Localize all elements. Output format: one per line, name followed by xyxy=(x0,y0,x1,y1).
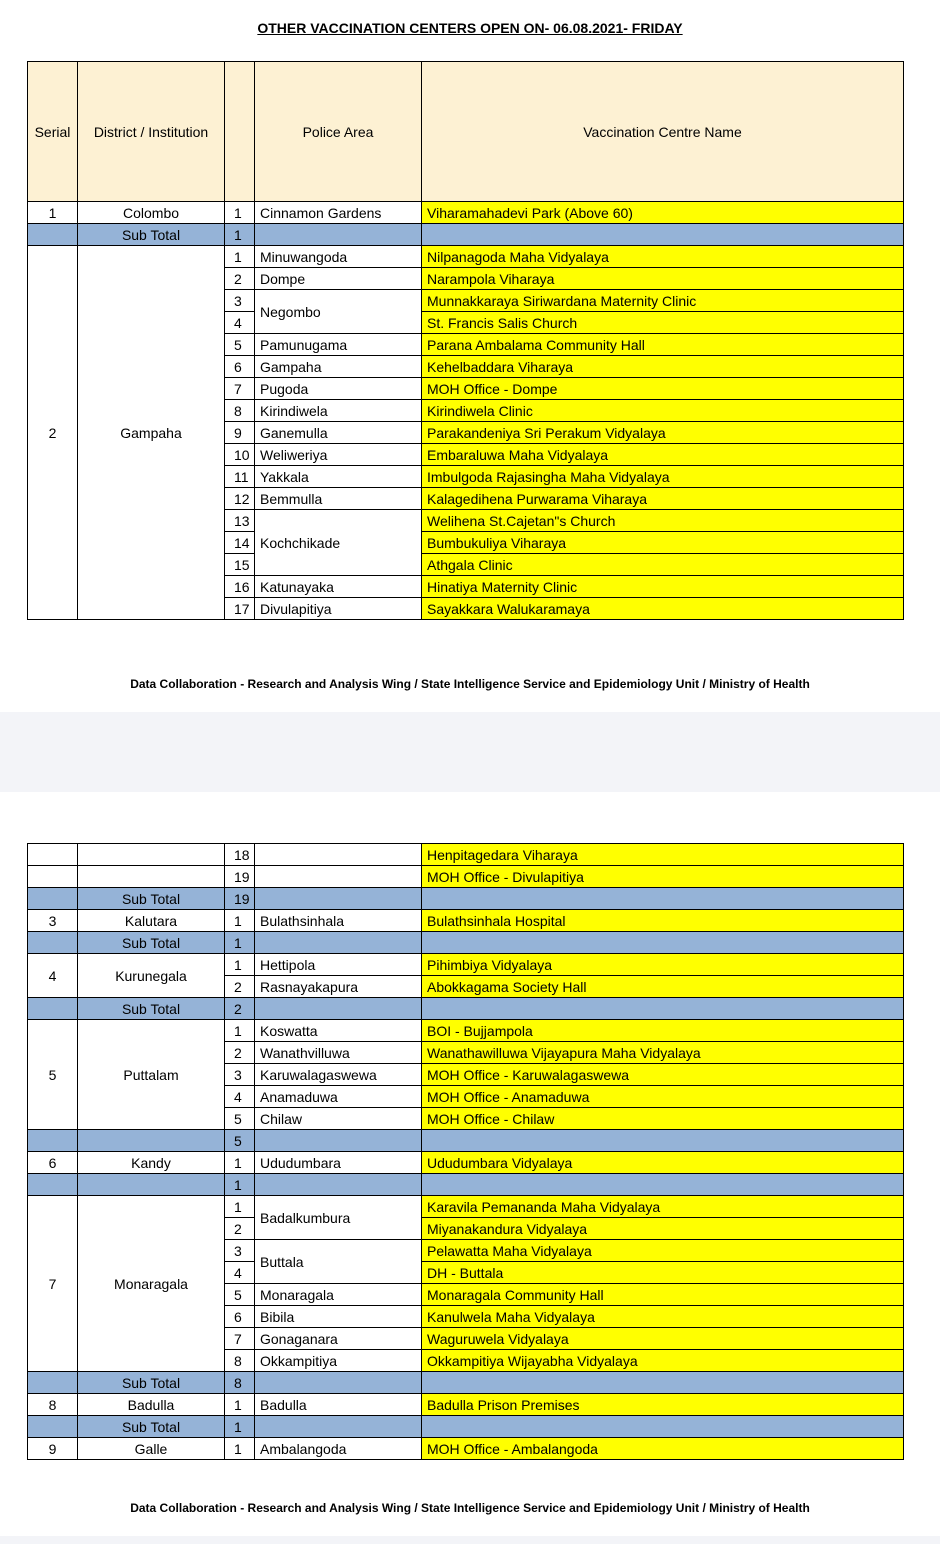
centre-name-cell: Hinatiya Maternity Clinic xyxy=(422,576,904,598)
centre-name-cell: Okkampitiya Wijayabha Vidyalaya xyxy=(422,1350,904,1372)
table-row xyxy=(28,910,904,932)
number-cell: 11 xyxy=(225,466,255,488)
district-cell: Kalutara xyxy=(78,910,225,932)
centre-name-cell: MOH Office - Dompe xyxy=(422,378,904,400)
centre-name-cell: Ududumbara Vidyalaya xyxy=(422,1152,904,1174)
number-cell: 14 xyxy=(225,532,255,554)
centre-name-cell: Kanulwela Maha Vidyalaya xyxy=(422,1306,904,1328)
number-cell: 9 xyxy=(225,422,255,444)
centre-name-cell: Pelawatta Maha Vidyalaya xyxy=(422,1240,904,1262)
police-area-cell: Divulapitiya xyxy=(255,598,422,620)
police-area-cell: Pugoda xyxy=(255,378,422,400)
district-cell: Badulla xyxy=(78,1394,225,1416)
number-cell: 5 xyxy=(225,1108,255,1130)
number-cell: 16 xyxy=(225,576,255,598)
subtotal-value: 1 xyxy=(225,224,255,246)
subtotal-value: 19 xyxy=(225,888,255,910)
number-cell: 4 xyxy=(225,1086,255,1108)
number-cell: 3 xyxy=(225,290,255,312)
district-cell: Gampaha xyxy=(78,246,225,620)
centre-name-cell: DH - Buttala xyxy=(422,1262,904,1284)
police-area-cell: Anamaduwa xyxy=(255,1086,422,1108)
header-centre-name: Vaccination Centre Name xyxy=(422,62,904,202)
police-area-cell: Rasnayakapura xyxy=(255,976,422,998)
centre-name-cell: Sayakkara Walukaramaya xyxy=(422,598,904,620)
subtotal-label: Sub Total xyxy=(78,888,225,910)
subtotal-value: 1 xyxy=(225,1416,255,1438)
table-row xyxy=(28,866,904,888)
header-number xyxy=(225,62,255,202)
police-area-cell: Bibila xyxy=(255,1306,422,1328)
centre-name-cell: Henpitagedara Viharaya xyxy=(422,844,904,866)
subtotal-value: 1 xyxy=(225,932,255,954)
centre-name-cell: Parana Ambalama Community Hall xyxy=(422,334,904,356)
centre-name-cell: Welihena St.Cajetan"s Church xyxy=(422,510,904,532)
number-cell: 2 xyxy=(225,1218,255,1240)
police-area-cell: Dompe xyxy=(255,268,422,290)
police-area-cell: Kochchikade xyxy=(255,510,422,576)
number-cell: 19 xyxy=(225,866,255,888)
centre-name-cell: MOH Office - Ambalangoda xyxy=(422,1438,904,1460)
subtotal-row xyxy=(28,888,904,910)
table-row xyxy=(28,1152,904,1174)
district-cell: Monaragala xyxy=(78,1196,225,1372)
police-area-cell: Chilaw xyxy=(255,1108,422,1130)
header-police-area: Police Area xyxy=(255,62,422,202)
centre-name-cell: Parakandeniya Sri Perakum Vidyalaya xyxy=(422,422,904,444)
centre-name-cell: Bulathsinhala Hospital xyxy=(422,910,904,932)
police-area-cell: Wanathvilluwa xyxy=(255,1042,422,1064)
subtotal-row xyxy=(28,932,904,954)
centre-name-cell: Monaragala Community Hall xyxy=(422,1284,904,1306)
centre-name-cell: Wanathawilluwa Vijayapura Maha Vidyalaya xyxy=(422,1042,904,1064)
number-cell: 3 xyxy=(225,1240,255,1262)
number-cell: 1 xyxy=(225,954,255,976)
subtotal-label: Sub Total xyxy=(78,932,225,954)
vaccination-table-page-2 xyxy=(27,843,904,1460)
centre-name-cell: Pihimbiya Vidyalaya xyxy=(422,954,904,976)
table-row xyxy=(28,1020,904,1042)
subtotal-row xyxy=(28,998,904,1020)
police-area-cell: Kirindiwela xyxy=(255,400,422,422)
serial-cell: 1 xyxy=(28,202,78,224)
centre-name-cell: Karavila Pemananda Maha Vidyalaya xyxy=(422,1196,904,1218)
number-cell: 1 xyxy=(225,202,255,224)
centre-name-cell: Kehelbaddara Viharaya xyxy=(422,356,904,378)
police-area-cell: Karuwalagaswewa xyxy=(255,1064,422,1086)
serial-cell: 9 xyxy=(28,1438,78,1460)
district-cell: Colombo xyxy=(78,202,225,224)
police-area-cell: Bemmulla xyxy=(255,488,422,510)
centre-name-cell: Munnakkaraya Siriwardana Maternity Clinic xyxy=(422,290,904,312)
number-cell: 18 xyxy=(225,844,255,866)
subtotal-value: 8 xyxy=(225,1372,255,1394)
police-area-cell: Minuwangoda xyxy=(255,246,422,268)
police-area-cell: Bulathsinhala xyxy=(255,910,422,932)
police-area-cell: Yakkala xyxy=(255,466,422,488)
table-row xyxy=(28,844,904,866)
subtotal-label: Sub Total xyxy=(78,1372,225,1394)
police-area-cell: Monaragala xyxy=(255,1284,422,1306)
number-cell: 2 xyxy=(225,1042,255,1064)
document-title: OTHER VACCINATION CENTERS OPEN ON- 06.08.2021- FRIDAY xyxy=(257,20,683,36)
police-area-cell: Koswatta xyxy=(255,1020,422,1042)
page-1 xyxy=(0,0,940,712)
district-cell: Puttalam xyxy=(78,1020,225,1130)
centre-name-cell: Kirindiwela Clinic xyxy=(422,400,904,422)
centre-name-cell: Viharamahadevi Park (Above 60) xyxy=(422,202,904,224)
subtotal-label: Sub Total xyxy=(78,224,225,246)
serial-cell: 5 xyxy=(28,1020,78,1130)
police-area-cell: Cinnamon Gardens xyxy=(255,202,422,224)
police-area-cell: Ududumbara xyxy=(255,1152,422,1174)
centre-name-cell: Narampola Viharaya xyxy=(422,268,904,290)
number-cell: 3 xyxy=(225,1064,255,1086)
serial-cell: 6 xyxy=(28,1152,78,1174)
page-gap xyxy=(0,712,940,792)
centre-name-cell: MOH Office - Anamaduwa xyxy=(422,1086,904,1108)
header-serial: Serial xyxy=(28,62,78,202)
centre-name-cell: Badulla Prison Premises xyxy=(422,1394,904,1416)
table-header-row xyxy=(28,62,904,202)
police-area-cell: Weliweriya xyxy=(255,444,422,466)
table-row xyxy=(28,1438,904,1460)
number-cell: 7 xyxy=(225,1328,255,1350)
centre-name-cell: BOI - Bujjampola xyxy=(422,1020,904,1042)
table-row xyxy=(28,202,904,224)
police-area-cell: Gampaha xyxy=(255,356,422,378)
number-cell: 15 xyxy=(225,554,255,576)
centre-name-cell: MOH Office - Chilaw xyxy=(422,1108,904,1130)
page-footer: Data Collaboration - Research and Analysis Wing / State Intelligence Service and Epidemiology Unit / Ministry of Health xyxy=(130,1501,810,1515)
subtotal-row xyxy=(28,1130,904,1152)
serial-cell: 7 xyxy=(28,1196,78,1372)
serial-cell: 4 xyxy=(28,954,78,998)
centre-name-cell: Bumbukuliya Viharaya xyxy=(422,532,904,554)
vaccination-table-page-1 xyxy=(27,61,904,620)
police-area-cell: Badalkumbura xyxy=(255,1196,422,1240)
centre-name-cell: St. Francis Salis Church xyxy=(422,312,904,334)
centre-name-cell: Nilpanagoda Maha Vidyalaya xyxy=(422,246,904,268)
centre-name-cell: Abokkagama Society Hall xyxy=(422,976,904,998)
centre-name-cell: Embaraluwa Maha Vidyalaya xyxy=(422,444,904,466)
police-area-cell: Ambalangoda xyxy=(255,1438,422,1460)
centre-name-cell: MOH Office - Divulapitiya xyxy=(422,866,904,888)
number-cell: 1 xyxy=(225,1438,255,1460)
number-cell: 6 xyxy=(225,1306,255,1328)
header-district: District / Institution xyxy=(78,62,225,202)
number-cell: 2 xyxy=(225,268,255,290)
police-area-cell: Okkampitiya xyxy=(255,1350,422,1372)
police-area-cell: Gonaganara xyxy=(255,1328,422,1350)
subtotal-label: Sub Total xyxy=(78,998,225,1020)
table-row xyxy=(28,1196,904,1218)
subtotal-row xyxy=(28,1416,904,1438)
centre-name-cell: Waguruwela Vidyalaya xyxy=(422,1328,904,1350)
centre-name-cell: Kalagedihena Purwarama Viharaya xyxy=(422,488,904,510)
centre-name-cell: Athgala Clinic xyxy=(422,554,904,576)
police-area-cell: Badulla xyxy=(255,1394,422,1416)
police-area-cell: Negombo xyxy=(255,290,422,334)
serial-cell: 2 xyxy=(28,246,78,620)
subtotal-row xyxy=(28,224,904,246)
number-cell: 12 xyxy=(225,488,255,510)
number-cell: 1 xyxy=(225,1152,255,1174)
number-cell: 4 xyxy=(225,1262,255,1284)
number-cell: 5 xyxy=(225,334,255,356)
number-cell: 1 xyxy=(225,246,255,268)
number-cell: 7 xyxy=(225,378,255,400)
district-cell: Kandy xyxy=(78,1152,225,1174)
police-area-cell: Hettipola xyxy=(255,954,422,976)
number-cell: 1 xyxy=(225,1394,255,1416)
subtotal-value: 5 xyxy=(225,1130,255,1152)
number-cell: 13 xyxy=(225,510,255,532)
number-cell: 5 xyxy=(225,1284,255,1306)
subtotal-value: 1 xyxy=(225,1174,255,1196)
centre-name-cell: Imbulgoda Rajasingha Maha Vidyalaya xyxy=(422,466,904,488)
police-area-cell: Buttala xyxy=(255,1240,422,1284)
police-area-cell: Ganemulla xyxy=(255,422,422,444)
number-cell: 8 xyxy=(225,1350,255,1372)
table-row xyxy=(28,954,904,976)
number-cell: 1 xyxy=(225,1020,255,1042)
number-cell: 8 xyxy=(225,400,255,422)
page-gap xyxy=(0,1536,940,1544)
number-cell: 17 xyxy=(225,598,255,620)
page-footer: Data Collaboration - Research and Analysis Wing / State Intelligence Service and Epidemiology Unit / Ministry of Health xyxy=(130,677,810,691)
number-cell: 10 xyxy=(225,444,255,466)
district-cell: Kurunegala xyxy=(78,954,225,998)
number-cell: 4 xyxy=(225,312,255,334)
number-cell: 6 xyxy=(225,356,255,378)
subtotal-row xyxy=(28,1174,904,1196)
number-cell: 2 xyxy=(225,976,255,998)
police-area-cell xyxy=(255,866,422,888)
centre-name-cell: MOH Office - Karuwalagaswewa xyxy=(422,1064,904,1086)
centre-name-cell: Miyanakandura Vidyalaya xyxy=(422,1218,904,1240)
subtotal-value: 2 xyxy=(225,998,255,1020)
number-cell: 1 xyxy=(225,910,255,932)
table-row xyxy=(28,1394,904,1416)
subtotal-row xyxy=(28,1372,904,1394)
table-row xyxy=(28,246,904,268)
serial-cell: 3 xyxy=(28,910,78,932)
page-2 xyxy=(0,792,940,1536)
number-cell: 1 xyxy=(225,1196,255,1218)
police-area-cell xyxy=(255,844,422,866)
serial-cell: 8 xyxy=(28,1394,78,1416)
police-area-cell: Pamunugama xyxy=(255,334,422,356)
police-area-cell: Katunayaka xyxy=(255,576,422,598)
subtotal-label: Sub Total xyxy=(78,1416,225,1438)
district-cell: Galle xyxy=(78,1438,225,1460)
